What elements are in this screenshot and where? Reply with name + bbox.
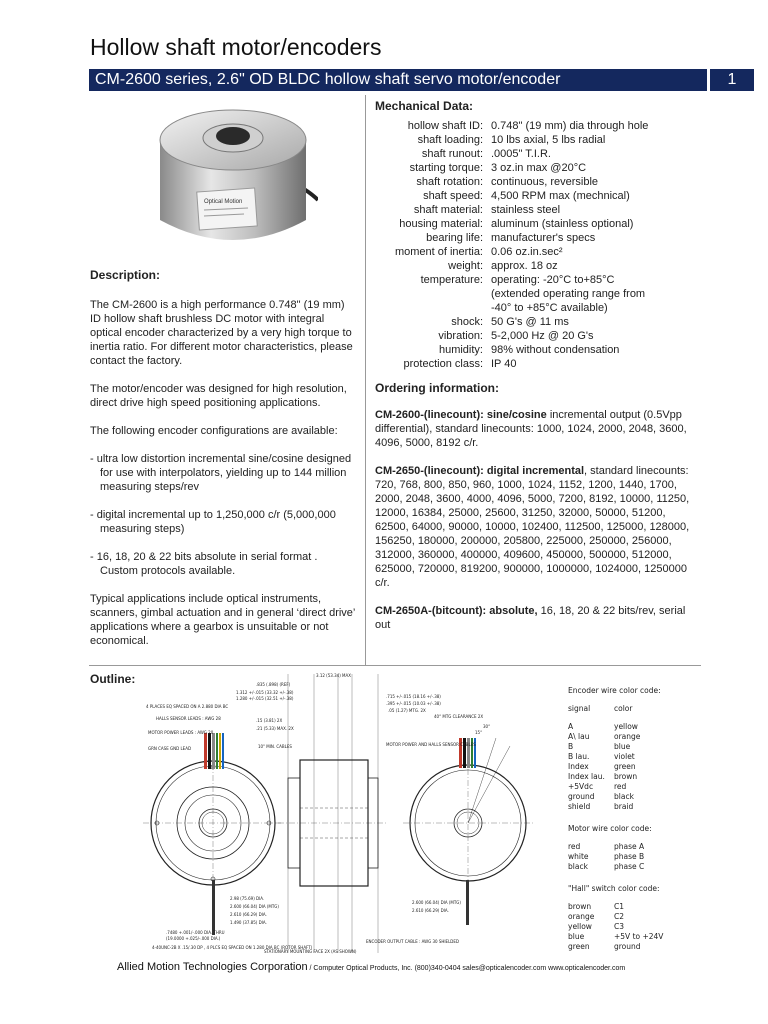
hall-wire-rows bbox=[568, 902, 728, 952]
section-divider bbox=[89, 665, 701, 666]
description-paragraph: Typical applications include optical instruments, scanners, gimbal actuation and in general ‘direct drive’ applications where a gearbox is unsuitable or not economical. bbox=[90, 593, 355, 647]
page-number: 1 bbox=[710, 69, 754, 91]
mechanical-key bbox=[375, 301, 491, 315]
mechanical-value: 0.06 oz.in.sec² bbox=[491, 246, 563, 258]
contact-info: / Computer Optical Products, Inc. (800)340-0404 sales@opticalencoder.com www.opticalencoder.com bbox=[307, 965, 626, 972]
dim-label: 2.98 (75.69) DIA. bbox=[230, 896, 265, 901]
description-body bbox=[90, 298, 358, 662]
hall-wire-row bbox=[568, 912, 728, 922]
encoder-wire-label: shield bbox=[568, 802, 591, 811]
mechanical-value: -40° to +85°C available) bbox=[491, 302, 608, 314]
mechanical-value: 0.748" (19 mm) dia through hole bbox=[491, 120, 649, 132]
ordering-item bbox=[375, 604, 697, 632]
motor-wire-label: white bbox=[568, 852, 589, 861]
ordering-code: CM-2650-(linecount): digital incremental bbox=[375, 465, 585, 477]
dim-label: 1.280 +/-.015 (32.51 +/-.38) bbox=[236, 696, 294, 701]
encoder-wire-row bbox=[568, 752, 728, 762]
callout-label: ENCODER OUTPUT CABLE : AWG 30 SHIELDED bbox=[366, 939, 459, 944]
mechanical-row bbox=[375, 343, 691, 357]
mechanical-key: protection class: bbox=[403, 358, 483, 370]
encoder-wire-label: B bbox=[568, 742, 574, 751]
ordering-detail: , standard linecounts: 720, 768, 800, 850, 960, 1000, 1024, 1152, 1200, 1440, 1700, 2000, 2048, 3600, 4000, 4096, 5000, 7200, 8192, 10000, 11250, 12000, 16384, 25000, 25600, 31250, 32000, 50000, 51200, 62500, 64000, 90000, 10000, 102400, 112500, 125000, 128000, 156250, 180000, 200000, 205800, 225000, 250000, 256000, 312000, 360000, 400000, 409600, 450000, 500000, 512000, 625000, 720000, 819200, 900000, 1000000, 1024000, 1250000 c/r. bbox=[375, 465, 690, 589]
mechanical-row bbox=[375, 315, 691, 329]
front-view bbox=[143, 753, 283, 893]
encoder-wire-label: A bbox=[568, 722, 574, 731]
mechanical-value: 3 oz.in max @20°C bbox=[491, 162, 587, 174]
mechanical-key: shock: bbox=[451, 316, 483, 328]
encoder-wire-row bbox=[568, 742, 728, 752]
mechanical-row bbox=[375, 119, 691, 133]
ordering-heading: Ordering information: bbox=[375, 381, 499, 395]
mechanical-value: 4,500 RPM max (mechnical) bbox=[491, 190, 630, 202]
motor-wire-heading: Motor wire color code: bbox=[568, 824, 652, 833]
ordering-item bbox=[375, 464, 697, 590]
encoder-option: - digital incremental up to 1,250,000 c/r (5,000,000 measuring steps) bbox=[90, 509, 336, 535]
description-paragraph: The motor/encoder was designed for high resolution, direct drive high speed positioning applications. bbox=[90, 383, 347, 409]
mechanical-key: shaft speed: bbox=[423, 190, 483, 202]
dim-label: 2.610 (66.29) DIA. bbox=[412, 908, 449, 913]
encoder-wire-value: red bbox=[614, 782, 627, 791]
mechanical-key: temperature: bbox=[420, 274, 483, 286]
dim-label: 3.12 (53.34) MAX bbox=[316, 673, 351, 678]
motor-wire-label: black bbox=[568, 862, 588, 871]
series-banner: CM-2600 series, 2.6" OD BLDC hollow shaft servo motor/encoder bbox=[89, 69, 707, 91]
hall-wire-heading: "Hall" switch color code: bbox=[568, 884, 660, 893]
ordering-code: CM-2600-(linecount): sine/cosine bbox=[375, 409, 547, 421]
dim-label: 4-40UNC-2B X .15/.30 DP , 4 PLCS EQ SPACED ON 1.280 DIA BC (ROTOR SHAFT) bbox=[152, 945, 313, 950]
column-divider bbox=[365, 95, 366, 665]
mechanical-row bbox=[375, 147, 691, 161]
mechanical-key: moment of inertia: bbox=[394, 246, 483, 258]
hall-wire-label: brown bbox=[568, 902, 592, 911]
mechanical-row bbox=[375, 357, 691, 371]
encoder-wire-label: Index lau. bbox=[568, 772, 605, 781]
motor-wire-row bbox=[568, 862, 728, 872]
mechanical-key: shaft material: bbox=[413, 204, 483, 216]
motor-wire-rows bbox=[568, 842, 728, 872]
motor-wire-value: phase C bbox=[614, 862, 645, 871]
description-paragraph: The following encoder configurations are available: bbox=[90, 425, 338, 437]
mechanical-row bbox=[375, 245, 691, 259]
footer bbox=[117, 961, 625, 973]
mechanical-value: (extended operating range from bbox=[491, 288, 646, 300]
encoder-option: - 16, 18, 20 & 22 bits absolute in serial format . Custom protocols available. bbox=[90, 551, 318, 577]
wire-color-codes bbox=[568, 686, 728, 952]
mechanical-row bbox=[375, 287, 691, 301]
encoder-wire-value: violet bbox=[614, 752, 635, 761]
mechanical-value: manufacturer's specs bbox=[491, 232, 596, 244]
mechanical-key: shaft runout: bbox=[421, 148, 483, 160]
encoder-wire-row bbox=[568, 802, 728, 812]
mechanical-row bbox=[375, 189, 691, 203]
mechanical-key: shaft loading: bbox=[417, 134, 483, 146]
motor-wire-value: phase A bbox=[614, 842, 645, 851]
mechanical-row bbox=[375, 231, 691, 245]
encoder-option: - ultra low distortion incremental sine/cosine designed for use with interpolators, yielding up to 144 million measuring steps/rev bbox=[90, 453, 352, 493]
dim-label: .395 +/-.015 (10.03 +/-.38) bbox=[386, 701, 441, 706]
hall-wire-value: C3 bbox=[614, 922, 625, 931]
mechanical-key: humidity: bbox=[438, 344, 483, 356]
mechanical-value: stainless steel bbox=[491, 204, 561, 216]
mechanical-row bbox=[375, 329, 691, 343]
mechanical-value: .0005" T.I.R. bbox=[491, 148, 551, 160]
dim-label: (19.0000 +.025/-.000 DIA.) bbox=[166, 936, 221, 941]
mechanical-row bbox=[375, 203, 691, 217]
encoder-wire-row bbox=[568, 782, 728, 792]
encoder-wire-label: +5Vdc bbox=[568, 782, 594, 791]
encoder-wire-value: black bbox=[614, 792, 634, 801]
encoder-wire-label: ground bbox=[568, 792, 595, 801]
mechanical-row bbox=[375, 133, 691, 147]
column-header: signal bbox=[568, 704, 591, 713]
page-title: Hollow shaft motor/encoders bbox=[90, 34, 382, 60]
dim-label: .7480 +.001/-.000 DIA. THRU bbox=[166, 930, 225, 935]
dim-label: .21 (5.33) MAX. 2X bbox=[256, 726, 294, 731]
rear-wire-bundle bbox=[459, 738, 476, 925]
dim-label: .715 +/-.015 (18.16 +/-.38) bbox=[386, 694, 441, 699]
mechanical-value: 98% without condensation bbox=[491, 344, 620, 356]
dim-label: 40° MTG CLEARANCE 2X bbox=[434, 714, 484, 719]
mechanical-value: IP 40 bbox=[491, 358, 517, 370]
outline-heading: Outline: bbox=[90, 672, 136, 686]
encoder-wire-row bbox=[568, 732, 728, 742]
mechanical-value: operating: -20°C to+85°C bbox=[491, 274, 615, 286]
mechanical-key: shaft rotation: bbox=[416, 176, 483, 188]
encoder-wire-label: B lau. bbox=[568, 752, 590, 761]
hall-wire-label: yellow bbox=[568, 922, 592, 931]
encoder-wire-value: green bbox=[614, 762, 636, 771]
hall-wire-row bbox=[568, 922, 728, 932]
ordering-code: CM-2650A-(bitcount): absolute, bbox=[375, 605, 538, 617]
hall-wire-value: C2 bbox=[614, 912, 625, 921]
encoder-wire-value: yellow bbox=[614, 722, 638, 731]
dim-label: 2.610 (66.29) DIA. bbox=[230, 912, 267, 917]
dim-label: 2.600 (66.04) DIA (MTG) bbox=[412, 900, 461, 905]
callout-label: 10" MIN. CABLES bbox=[258, 744, 292, 749]
hall-wire-value: ground bbox=[614, 942, 641, 951]
mechanical-value: approx. 18 oz bbox=[491, 260, 558, 272]
mechanical-row bbox=[375, 161, 691, 175]
dim-label: .835 (.898) (REF) bbox=[256, 682, 291, 687]
mechanical-key: bearing life: bbox=[426, 232, 483, 244]
mechanical-key bbox=[375, 287, 491, 301]
dim-label: 4 PLACES EQ SPACED ON A 2.880 DIA BC bbox=[146, 704, 229, 709]
mechanical-key: weight: bbox=[448, 260, 483, 272]
callout-label: STATIONARY MOUNTING FACE 2X (AS SHOWN) bbox=[264, 949, 357, 954]
encoder-wire-value: blue bbox=[614, 742, 631, 751]
ordering-item bbox=[375, 408, 697, 450]
photo-label: Optical Motion bbox=[204, 199, 243, 205]
dim-label: 30° bbox=[483, 724, 491, 729]
mechanical-row bbox=[375, 217, 691, 231]
hall-wire-value: +5V to +24V bbox=[614, 932, 664, 941]
hall-wire-value: C1 bbox=[614, 902, 625, 911]
mechanical-row bbox=[375, 273, 691, 287]
outline-drawing bbox=[138, 668, 568, 958]
mechanical-row bbox=[375, 175, 691, 189]
encoder-wire-heading: Encoder wire color code: bbox=[568, 686, 661, 695]
callout-label: MOTOR POWER LEADS : AWG 20 bbox=[148, 730, 214, 735]
hall-wire-row bbox=[568, 942, 728, 952]
dim-label: .15 (3.81) 2X bbox=[256, 718, 283, 723]
encoder-wire-row bbox=[568, 762, 728, 772]
description-paragraph: The CM-2600 is a high performance 0.748" (19 mm) ID hollow shaft brushless DC motor with integral optical encoder characterized by a very high torque to inertia ratio. For different motor characteristics, please contact the factory. bbox=[90, 299, 353, 367]
description-heading: Description: bbox=[90, 268, 161, 282]
mechanical-heading: Mechanical Data: bbox=[375, 99, 474, 113]
dim-label: 2.600 (66.04) DIA (MTG) bbox=[230, 904, 279, 909]
encoder-wire-row bbox=[568, 772, 728, 782]
hall-wire-row bbox=[568, 932, 728, 942]
mechanical-key: hollow shaft ID: bbox=[407, 120, 483, 132]
callout-label: MOTOR POWER AND HALLS SENSOR CABLES bbox=[386, 742, 476, 747]
hall-wire-label: green bbox=[568, 942, 590, 951]
encoder-wire-value: orange bbox=[614, 732, 641, 741]
ordering-information bbox=[375, 408, 697, 646]
mechanical-row bbox=[375, 259, 691, 273]
mechanical-key: housing material: bbox=[399, 218, 483, 230]
motor-wire-row bbox=[568, 842, 728, 852]
encoder-wire-header-row bbox=[568, 704, 728, 714]
dim-label: 15° bbox=[475, 730, 483, 735]
hall-wire-label: orange bbox=[568, 912, 595, 921]
dim-label: .05 (1.27) MTG. 2X bbox=[388, 708, 426, 713]
motor-wire-row bbox=[568, 852, 728, 862]
company-name: Allied Motion Technologies Corporation bbox=[117, 961, 308, 973]
encoder-wire-label: A\ lau bbox=[568, 732, 590, 741]
side-view bbox=[278, 674, 388, 953]
encoder-wire-rows bbox=[568, 722, 728, 812]
callout-label: HALLS SENSOR LEADS : AWG 28 bbox=[156, 716, 221, 721]
mechanical-value: continuous, reversible bbox=[491, 176, 599, 188]
ordering-detail: 16, 18, 20 & 22 bits/rev, serial out bbox=[375, 605, 686, 631]
mechanical-value: aluminum (stainless optional) bbox=[491, 218, 634, 230]
callout-label: GRN CASE GND LEAD bbox=[148, 746, 192, 751]
encoder-wire-value: brown bbox=[614, 772, 638, 781]
dim-label: 1.312 +/-.015 (33.32 +/-.38) bbox=[236, 690, 294, 695]
encoder-wire-row bbox=[568, 722, 728, 732]
ordering-detail: incremental output (0.5Vpp differential), standard linecounts: 1000, 1024, 2000, 2048, 3600, 4096, 5000, 8192 c/r. bbox=[375, 409, 687, 449]
mechanical-data-table bbox=[375, 119, 691, 371]
mechanical-key: vibration: bbox=[438, 330, 483, 342]
encoder-wire-row bbox=[568, 792, 728, 802]
mechanical-value: 50 G's @ 11 ms bbox=[491, 316, 569, 328]
encoder-wire-label: Index bbox=[568, 762, 589, 771]
hall-wire-row bbox=[568, 902, 728, 912]
mechanical-value: 10 lbs axial, 5 lbs radial bbox=[491, 134, 606, 146]
mechanical-row bbox=[375, 301, 691, 315]
mechanical-key: starting torque: bbox=[409, 162, 483, 174]
column-header: color bbox=[614, 704, 633, 713]
mechanical-value: 5-2,000 Hz @ 20 G's bbox=[491, 330, 594, 342]
motor-wire-value: phase B bbox=[614, 852, 645, 861]
motor-wire-label: red bbox=[568, 842, 581, 851]
product-photo bbox=[148, 100, 318, 255]
hall-wire-label: blue bbox=[568, 932, 585, 941]
encoder-wire-value: braid bbox=[614, 802, 634, 811]
dim-label: 1.490 (37.85) DIA. bbox=[230, 920, 267, 925]
